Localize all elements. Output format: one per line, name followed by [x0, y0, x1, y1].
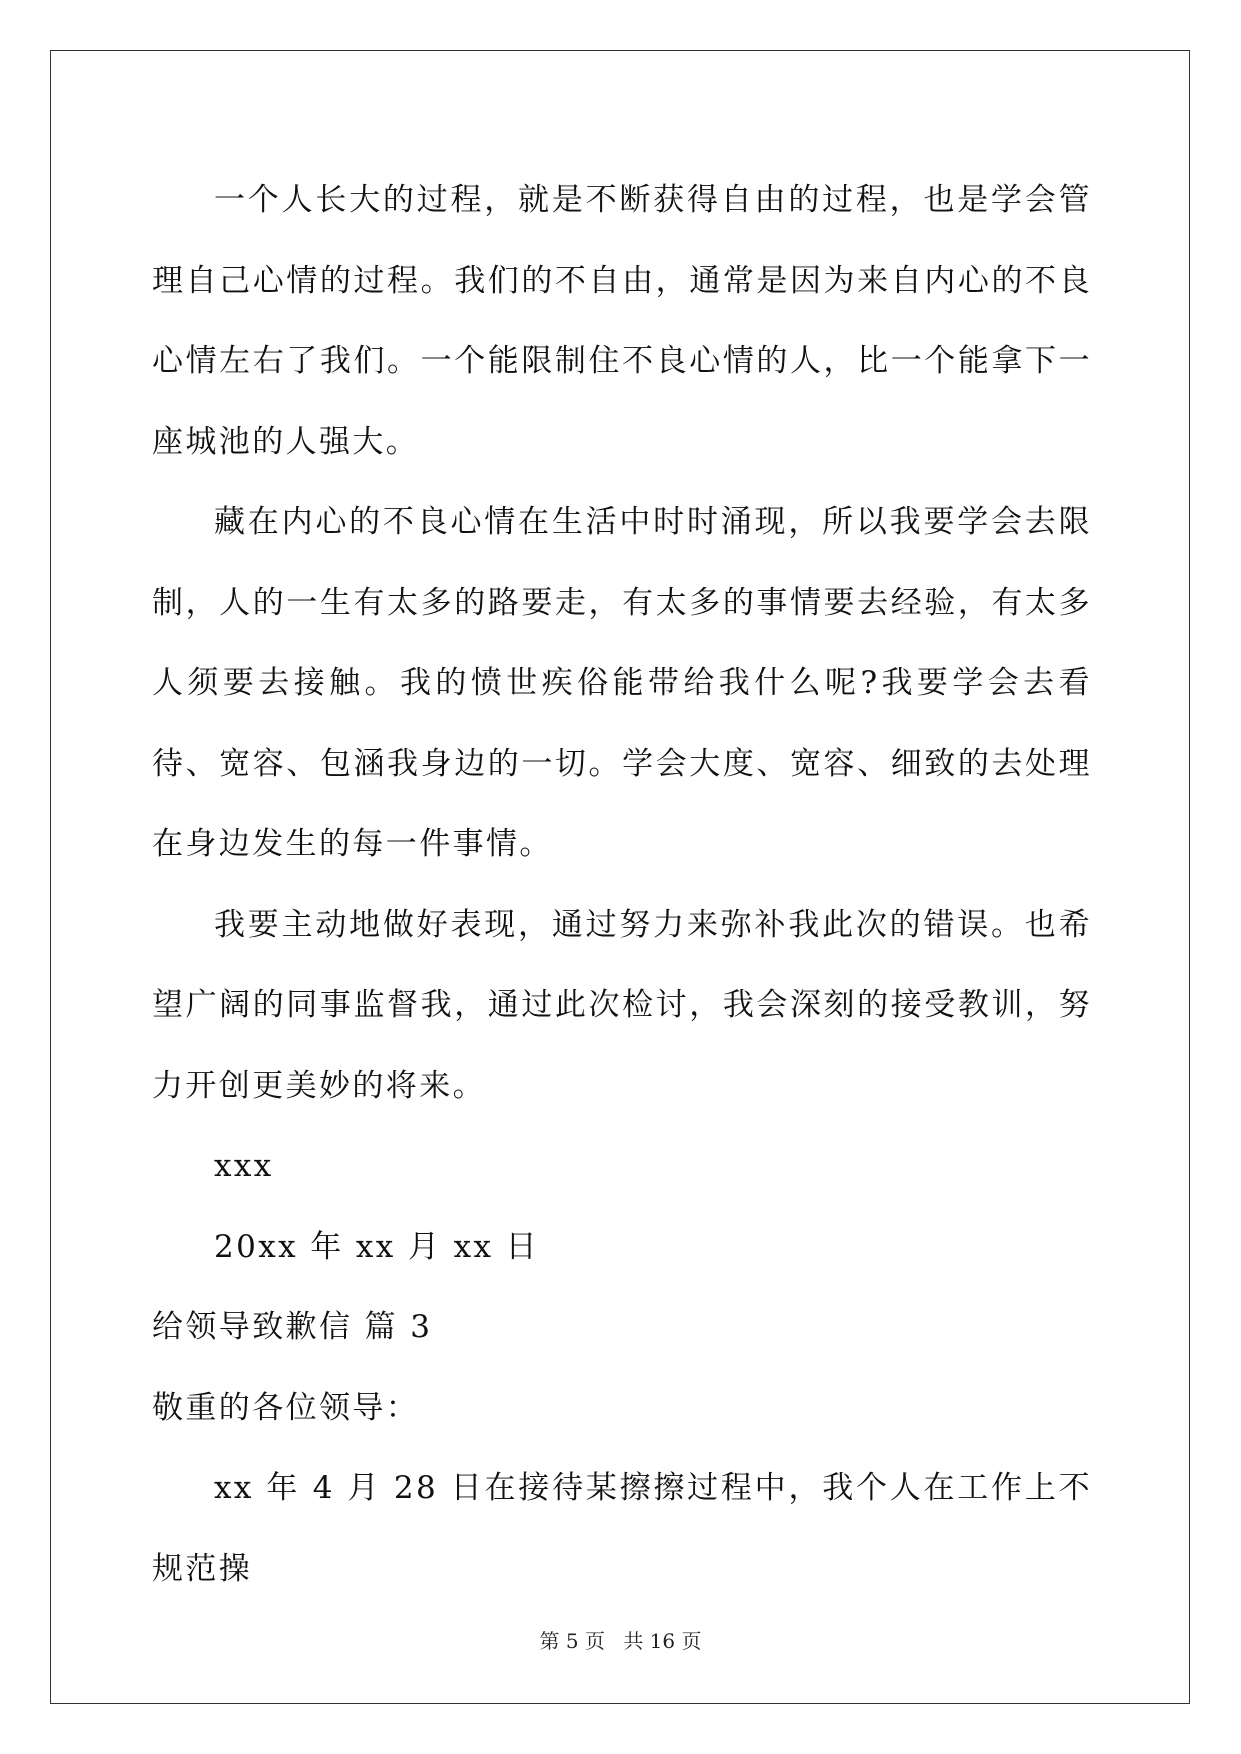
page-total: 共 16 页: [623, 1629, 702, 1653]
signature-name: xxx: [214, 1148, 274, 1184]
paragraph: xx 年 4 月 28 日在接待某擦擦过程中，我个人在工作上不规范操: [152, 1470, 1092, 1587]
paragraph: 藏在内心的不良心情在生活中时时涌现，所以我要学会去限制，人的一生有太多的路要走，有太多的事情要去经验，有太多人须要去接触。我的愤世疾俗能带给我什么呢?我要学会去看待、宽容、包涵我身边的一切。学会大度、宽容、细致的去处理在身边发生的每一件事情。: [152, 504, 1092, 862]
paragraph: 一个人长大的过程，就是不断获得自由的过程，也是学会管理自己心情的过程。我们的不自由，通常是因为来自内心的不良心情左右了我们。一个能限制住不良心情的人，比一个能拿下一座城池的人强大。: [152, 182, 1092, 460]
signature-date: 20xx 年 xx 月 xx 日: [214, 1228, 540, 1265]
document-body: [152, 160, 1092, 1609]
salutation: 敬重的各位领导：: [152, 1389, 420, 1426]
paragraph: 我要主动地做好表现，通过努力来弥补我此次的错误。也希望广阔的同事监督我，通过此次检讨，我会深刻的接受教训，努力开创更美妙的将来。: [152, 906, 1092, 1104]
page-footer: [0, 1625, 1241, 1654]
section-heading: 给领导致歉信 篇 3: [152, 1309, 433, 1345]
page-number: 第 5 页: [539, 1629, 605, 1653]
